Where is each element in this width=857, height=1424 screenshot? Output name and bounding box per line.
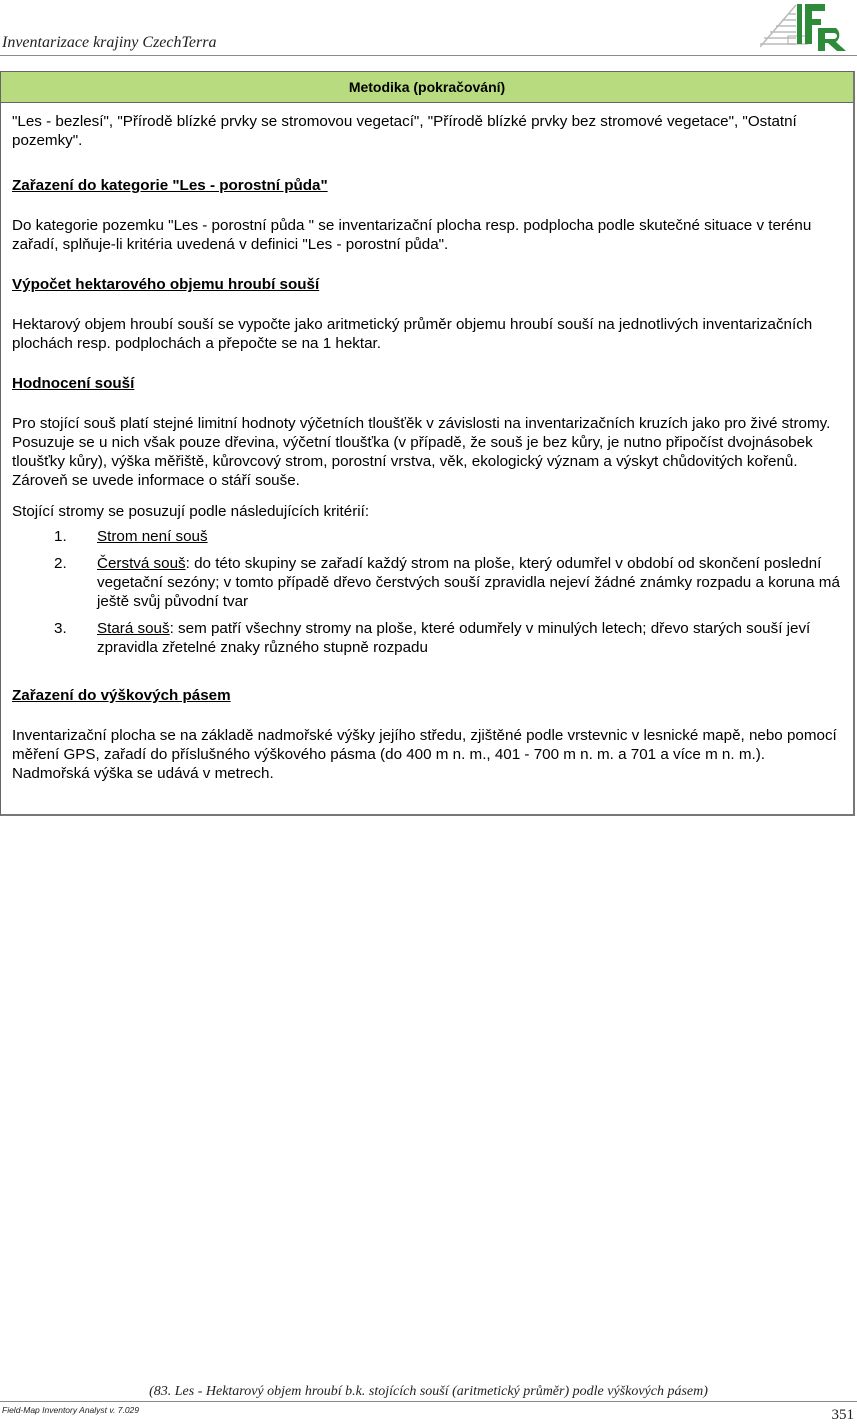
criteria-description: : do této skupiny se zařadí každý strom na ploše, který odumřel v období od skončení poslední vegetační sezóny; v tomto případě dřevo čerstvých souší zpravidla nejeví žádné známky rozpadu a koruna má ještě svůj původní tvar [97,555,840,610]
section-text-deadwood-assessment: Pro stojící souš platí stejné limitní hodnoty výčetních tloušťěk v závislosti na inventarizačních kruzích jako pro živé stromy. Posuzuje se u nich však pouze dřevina, výčetní tloušťka (v případě, že souš je bez kůry, je nutno připočíst dvojnásobek tloušťky kůry), výška měřiště, kůrovcový strom, porostní vrstva, věk, ekologický význam a výskyt chůdovitých kořenů. Zároveň se uvede informace o stáří souše. [12,415,831,489]
header-divider [0,55,857,56]
footer-divider [0,1401,857,1402]
criteria-item [12,619,842,657]
methodology-box-title: Metodika (pokračování) [1,72,853,103]
criteria-term: Čerstvá souš [97,555,186,572]
criteria-number: 1. [54,528,67,545]
section-title-volume-calculation: Výpočet hektarového objemu hroubí souší [12,276,320,293]
section-text-volume-calculation: Hektarový objem hroubí souší se vypočte jako aritmetický průměr objemu hroubí souší na jednotlivých inventarizačních plochách resp. podplochách a přepočte se na 1 hektar. [12,316,813,352]
section-text-forest-category: Do kategorie pozemku "Les - porostní půda " se inventarizační plocha resp. podplocha podle skutečné situace v terénu zařadí, splňuje-li kritéria uvedená v definici "Les - porostní půda". [12,217,812,253]
criteria-number: 3. [54,620,67,637]
criteria-description: : sem patří všechny stromy na ploše, které odumřely v minulých letech; dřevo starých souší jeví zpravidla zřetelné znaky různého stupně rozpadu [97,620,811,656]
criteria-item [12,527,842,546]
ifer-logo-icon [760,2,852,52]
criteria-item [12,554,842,611]
criteria-term: Strom není souš [97,528,208,545]
criteria-list [12,527,842,657]
section-title-altitude-zones: Zařazení do výškových pásem [12,687,231,704]
page-number: 351 [831,1407,854,1423]
methodology-box-body [1,103,853,783]
document-title: Inventarizace krajiny CzechTerra [2,34,217,51]
criteria-term: Stará souš [97,620,170,637]
criteria-intro: Stojící stromy se posuzují podle následujících kritérií: [12,503,370,520]
methodology-box [0,71,855,816]
criteria-number: 2. [54,555,67,572]
ifer-logo [760,2,852,52]
software-version: Field-Map Inventory Analyst v. 7.029 [2,1405,140,1415]
table-caption: (83. Les - Hektarový objem hroubí b.k. stojících souší (aritmetický průměr) podle výškových pásem) [149,1384,708,1399]
section-title-forest-category: Zařazení do kategorie "Les - porostní půda" [12,177,328,194]
intro-text: "Les - bezlesí", "Přírodě blízké prvky se stromovou vegetací", "Přírodě blízké prvky bez stromové vegetace", "Ostatní pozemky". [12,113,797,149]
section-text-altitude-zones: Inventarizační plocha se na základě nadmořské výšky jejího středu, zjištěné podle vrstevnic v lesnické mapě, nebo pomocí měření GPS, zařadí do příslušného výškového pásma (do 400 m n. m., 401 - 700 m n. m. a 701 a více m n. m.). Nadmořská výška se udává v metrech. [12,727,837,782]
section-title-deadwood-assessment: Hodnocení souší [12,375,135,392]
